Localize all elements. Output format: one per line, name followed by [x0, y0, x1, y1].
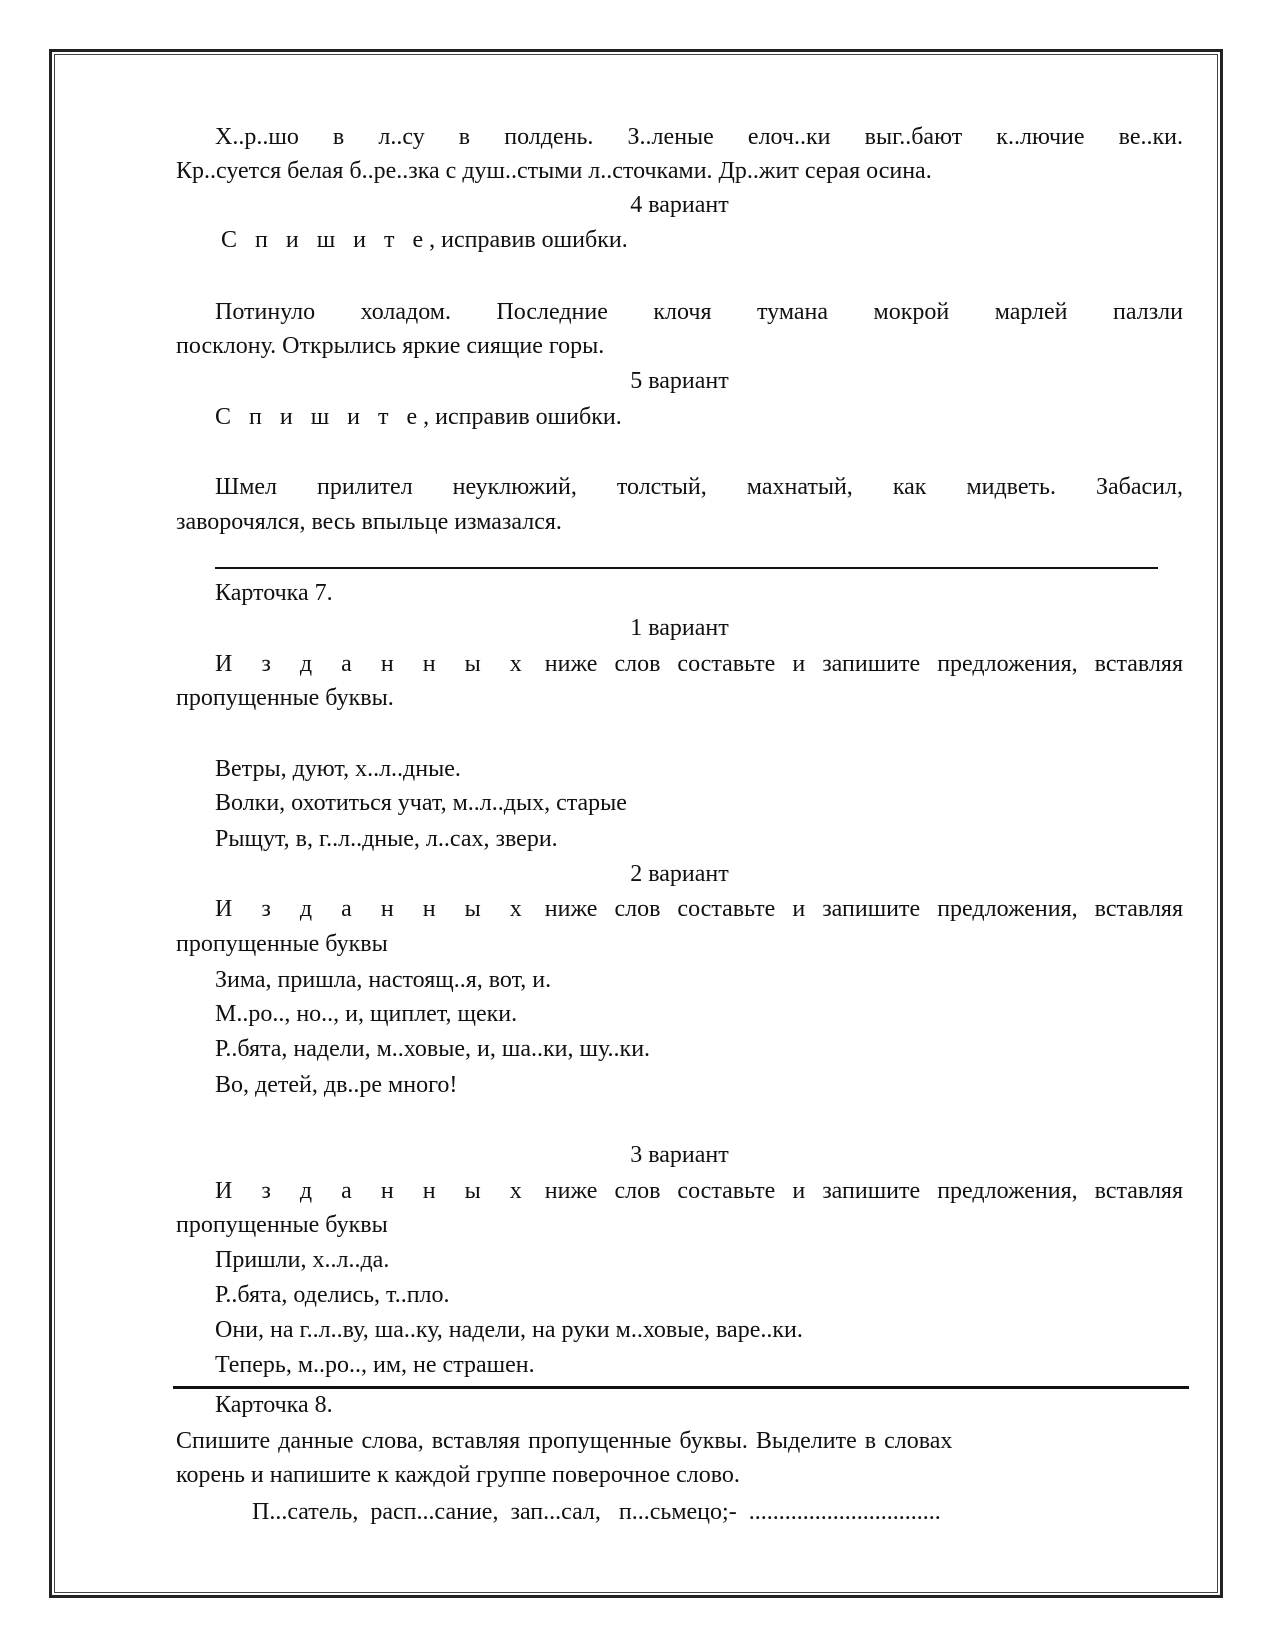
- task-rest: ниже слов составьте и запишите предложения, вставляя: [544, 896, 1183, 922]
- exercise-line: Они, на г..л..ву, ша..ку, надели, на руки м..ховые, варе..ки.: [215, 1317, 803, 1343]
- variant-heading: 5 вариант: [630, 368, 729, 394]
- exercise-line: Пришли, х..л..да.: [215, 1247, 390, 1273]
- task-instruction: [215, 1177, 1183, 1205]
- variant-heading: 4 вариант: [630, 192, 729, 218]
- task-line: пропущенные буквы: [176, 1212, 388, 1238]
- paragraph-line: Кр..суется белая б..ре..зка с душ..стыми л..сточками. Др..жит серая осина.: [176, 158, 932, 184]
- word-list: П...сатель, расп...сание, зап...сал, п...сьмецо;-: [252, 1499, 737, 1525]
- task-spaced: И з д а н н ы х: [215, 1178, 528, 1204]
- exercise-line: Р..бята, надели, м..ховые, и, ша..ки, шу..ки.: [215, 1036, 651, 1062]
- task-rest: ниже слов составьте и запишите предложения, вставляя: [544, 1178, 1183, 1204]
- task-rest: , исправив ошибки.: [423, 404, 622, 430]
- exercise-words: [252, 1498, 941, 1526]
- task-instruction: [221, 226, 628, 254]
- card-separator: [215, 567, 1158, 569]
- exercise-line: Рыщут, в, г..л..дные, л..сах, звери.: [215, 826, 558, 852]
- exercise-line: Ветры, дуют, х..л..дные.: [215, 756, 461, 782]
- exercise-line: М..ро.., но.., и, щиплет, щеки.: [215, 1001, 518, 1027]
- exercise-line: Теперь, м..ро.., им, не страшен.: [215, 1352, 535, 1378]
- paragraph-line: Х..р..шо в л..су в полдень. З..леные елоч..ки выг..бают к..лючие ве..ки.: [215, 124, 1183, 150]
- paragraph-line: посклону. Открылись яркие сиящие горы.: [176, 333, 605, 359]
- task-spaced: И з д а н н ы х: [215, 896, 528, 922]
- paragraph-line: Шмел прилител неуклюжий, толстый, махнатый, как мидветь. Забасил,: [215, 474, 1183, 500]
- task-instruction: [215, 650, 1183, 678]
- exercise-line: Зима, пришла, настоящ..я, вот, и.: [215, 967, 552, 993]
- task-rest: , исправив ошибки.: [429, 227, 628, 253]
- variant-heading: 3 вариант: [630, 1142, 729, 1168]
- exercise-line: Волки, охотиться учат, м..л..дых, старые: [215, 790, 627, 816]
- task-line: пропущенные буквы: [176, 931, 388, 957]
- variant-heading: 2 вариант: [630, 861, 729, 887]
- exercise-line: Р..бята, оделись, т..пло.: [215, 1282, 450, 1308]
- answer-blank: ................................: [748, 1499, 941, 1525]
- paragraph-line: Потинуло холадом. Последние клочя тумана мокрой марлей палзли: [215, 299, 1183, 325]
- task-spaced: С п и ш и т е: [221, 227, 430, 253]
- task-rest: ниже слов составьте и запишите предложения, вставляя: [544, 651, 1183, 677]
- card-title: Карточка 7.: [215, 580, 333, 606]
- paragraph-line: заворочялся, весь впыльце измазался.: [176, 509, 562, 535]
- exercise-line: Во, детей, дв..ре много!: [215, 1072, 458, 1098]
- task-instruction: [215, 895, 1183, 923]
- card-title: Карточка 8.: [215, 1392, 333, 1418]
- task-line: корень и напишите к каждой группе поверочное слово.: [176, 1462, 740, 1488]
- card-separator-thick: [173, 1386, 1189, 1389]
- variant-heading: 1 вариант: [630, 615, 729, 641]
- task-instruction: [215, 403, 622, 431]
- task-line: Спишите данные слова, вставляя пропущенные буквы. Выделите в словах: [176, 1428, 953, 1454]
- task-line: пропущенные буквы.: [176, 685, 394, 711]
- task-spaced: С п и ш и т е: [215, 404, 424, 430]
- task-spaced: И з д а н н ы х: [215, 651, 528, 677]
